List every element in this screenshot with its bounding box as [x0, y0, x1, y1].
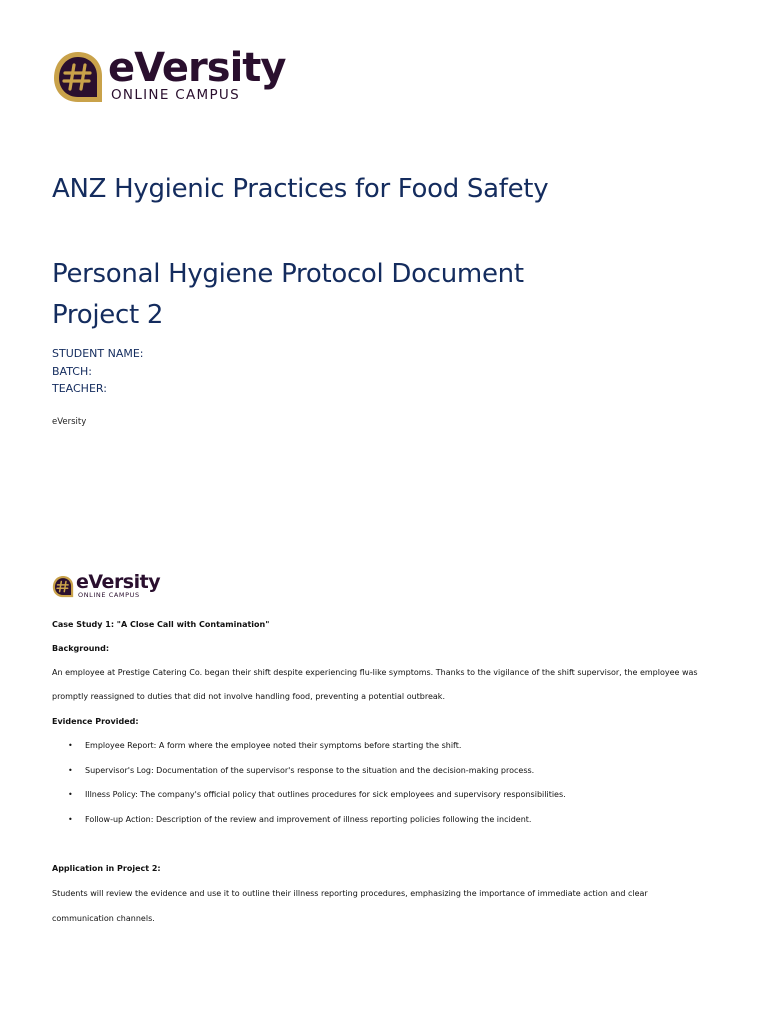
document-title-line-1: Personal Hygiene Protocol Document	[52, 259, 524, 289]
application-text-line-2: communication channels.	[52, 914, 155, 923]
document-title	[52, 254, 524, 336]
logo-subtitle-small: ONLINE CAMPUS	[78, 590, 140, 599]
document-title-line-2: Project 2	[52, 300, 164, 330]
bullet-icon: •	[68, 741, 73, 750]
evidence-label: Evidence Provided:	[52, 717, 139, 726]
application-text-line-1: Students will review the evidence and use it to outline their illness reporting procedures, emphasizing the importance of immediate action and clear	[52, 889, 648, 898]
logo-subtitle: ONLINE CAMPUS	[111, 86, 240, 103]
eversity-logo	[52, 44, 286, 106]
background-label: Background:	[52, 644, 110, 653]
background-text-line-2: promptly reassigned to duties that did not involve handling food, preventing a potential outbreak.	[52, 692, 445, 701]
eversity-logo-small	[52, 570, 161, 599]
list-item: • Supervisor's Log: Documentation of the supervisor's response to the situation and the decision-making process.	[52, 761, 566, 786]
evidence-list	[52, 736, 566, 835]
background-text-line-1: An employee at Prestige Catering Co. began their shift despite experiencing flu-like symptoms. Thanks to the vigilance of the shift supervisor, the employee was	[52, 668, 698, 677]
student-name-label: STUDENT NAME:	[52, 347, 144, 360]
logo-text-small	[76, 570, 161, 599]
list-item: • Employee Report: A form where the employee noted their symptoms before starting the shift.	[52, 736, 566, 761]
batch-label: BATCH:	[52, 364, 92, 378]
application-label: Application in Project 2:	[52, 864, 161, 873]
case-study-heading: Case Study 1: "A Close Call with Contamination"	[52, 620, 270, 629]
bullet-icon: •	[68, 790, 73, 800]
logo-wordmark: eVersity	[108, 44, 286, 91]
bullet-icon: •	[68, 815, 73, 825]
list-item: • Illness Policy: The company's official policy that outlines procedures for sick employees and supervisory responsibilities.	[52, 785, 566, 810]
bullet-icon: •	[68, 765, 73, 775]
teacher-label: TEACHER:	[52, 382, 107, 395]
student-info-block	[52, 345, 144, 398]
brand-text: eVersity	[52, 417, 87, 427]
logo-wordmark-small: eVersity	[76, 570, 161, 593]
list-item: • Follow-up Action: Description of the review and improvement of illness reporting policies following the incident.	[52, 810, 566, 835]
course-title: ANZ Hygienic Practices for Food Safety	[52, 174, 549, 204]
eversity-logo-mark-icon	[52, 575, 74, 599]
eversity-logo-mark-icon	[52, 50, 104, 106]
logo-text	[108, 44, 286, 103]
